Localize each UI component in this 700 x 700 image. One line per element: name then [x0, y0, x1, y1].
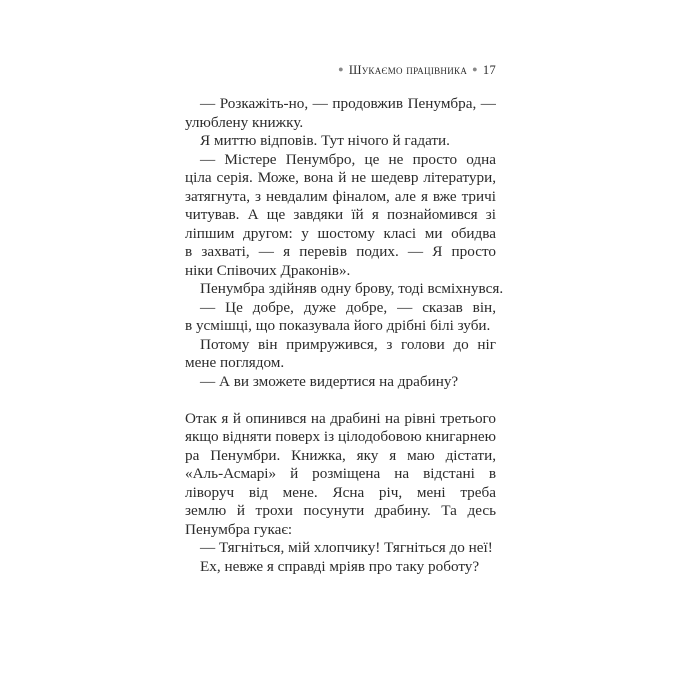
text-line: Пенумбра здійняв одну брову, тоді всміхнувся. [200, 280, 504, 297]
bullet-icon: ● [338, 64, 344, 74]
text-line: «Аль-Асмарі» й розміщена на відстані в [185, 465, 496, 482]
section-break [185, 391, 496, 410]
text-line: затягнута, з невдалим фіналом, але я вже тричі [185, 187, 496, 205]
text-line: Пенумбра гукає: [185, 520, 293, 538]
bullet-icon: ● [472, 64, 478, 74]
text-line: Ех, невже я справді мріяв про таку роботу? [200, 557, 480, 575]
text-line: Я миттю відповів. Тут нічого й гадати. [200, 132, 450, 149]
text-line: — А ви зможете видертися на драбину? [200, 372, 459, 390]
text-line: ціла серія. Може, вона й не шедевр літератури, [185, 169, 496, 186]
text-line: ліворуч від мене. Ясна річ, мені треба [185, 483, 496, 501]
text-line: Потому він примружився, з голови до ніг [200, 335, 496, 353]
text-line: якщо відняти поверх із цілодобовою книгарнею [185, 428, 496, 445]
text-line: в захваті, — я перевів подих. — Я просто [185, 243, 496, 260]
text-line: — Містере Пенумбро, це не просто одна [200, 150, 496, 168]
running-header [333, 63, 496, 78]
text-line: Отак я й опинився на драбині на рівні третього [185, 409, 496, 427]
text-line: землю й трохи посунути драбину. Та десь [185, 502, 496, 519]
text-line: ніки Співочих Драконів». [185, 261, 351, 279]
text-line: мене поглядом. [185, 354, 285, 371]
page-number: 17 [482, 63, 496, 77]
text-line: — Це добре, дуже добре, — сказав він, [200, 298, 496, 316]
text-line: — Тягніться, мій хлопчику! Тягніться до неї! [200, 539, 493, 556]
text-line: ра Пенумбри. Книжка, яку я маю дістати, [185, 446, 496, 464]
text-line: читував. А ще завдяки їй я познайомився зі [185, 206, 496, 223]
text-line: — Розкажіть-но, — продовжив Пенумбра, — [200, 95, 496, 112]
text-line: ліпшим другом: у шостому класі ми обидва [185, 224, 496, 242]
running-title: Шукаємо працівника [348, 63, 468, 77]
text-line: в усмішці, що показувала його дрібні білі зуби. [185, 317, 491, 334]
body-text [185, 95, 504, 576]
text-line: улюблену книжку. [185, 113, 304, 131]
